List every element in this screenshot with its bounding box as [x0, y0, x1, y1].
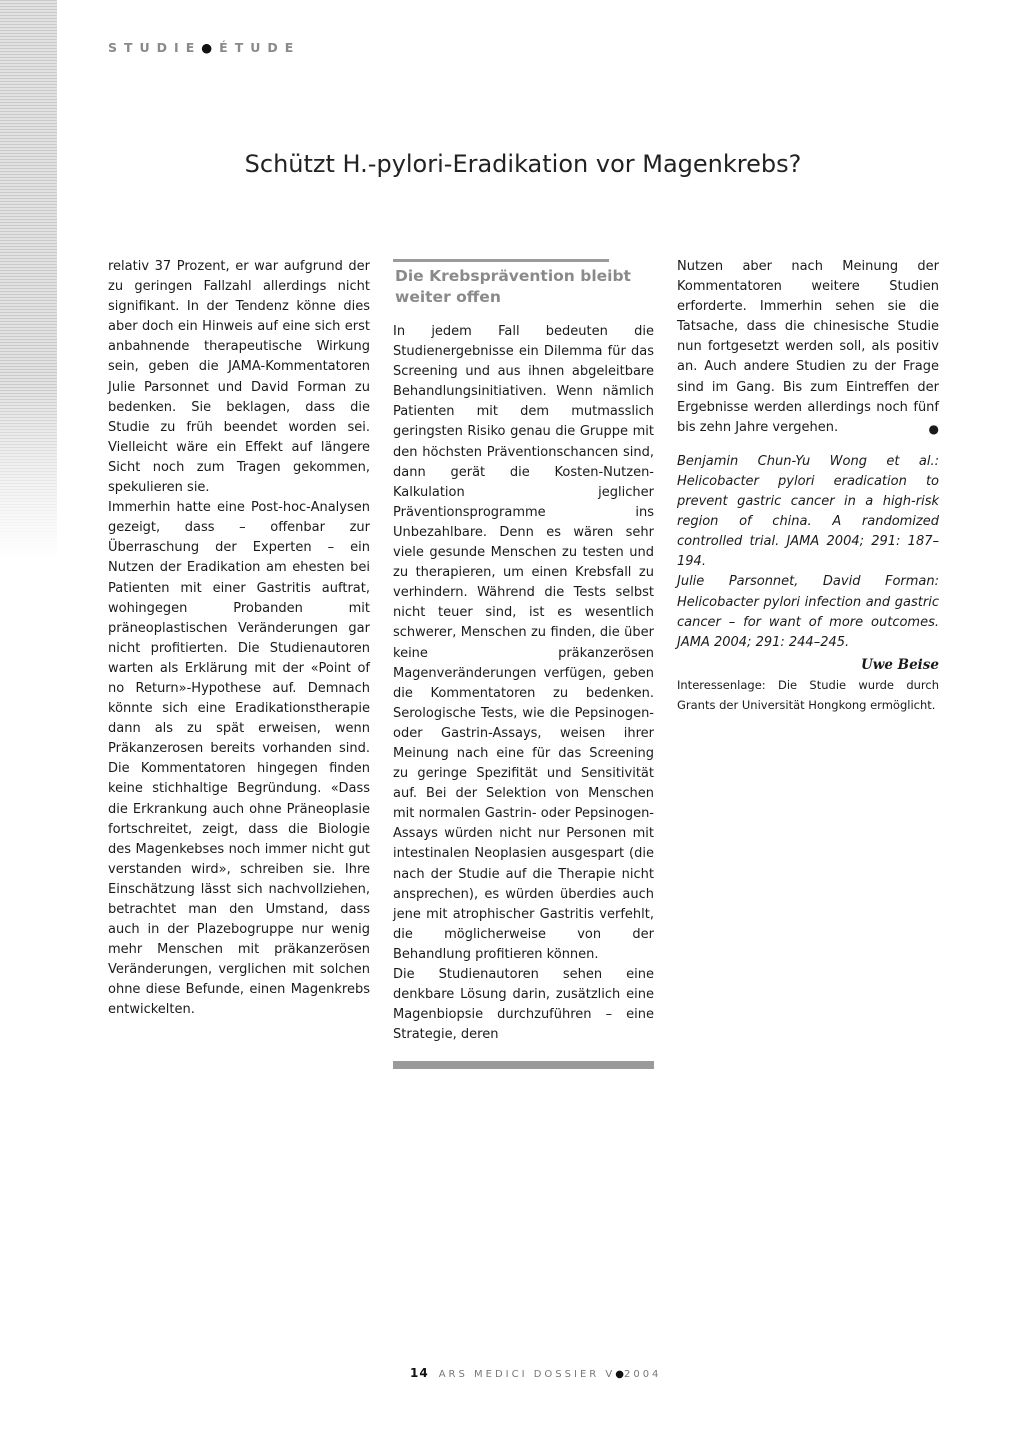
subheading-rule [393, 259, 609, 262]
col2-paragraph-2: Die Studienautoren sehen eine denkbare Lösung darin, zusätzlich eine Magenbiopsie durchzuführen – eine Strategie, deren [393, 967, 654, 1043]
page-footer [410, 1366, 661, 1380]
column-end-bar [393, 1061, 654, 1069]
reference-1: Benjamin Chun-Yu Wong et al.: Helicobacter pylori eradication to prevent gastric cancer in a high-risk region of china. A randomized controlled trial. JAMA 2004; 291: 187–194. [677, 453, 939, 570]
subheading: Die Krebsprävention bleibt weiter offen [395, 267, 631, 306]
footer-year: 2004 [623, 1369, 662, 1380]
author-name: Uwe Beise [860, 656, 939, 673]
section-separator-icon: ● [201, 40, 220, 55]
footer-separator-icon: ● [615, 1369, 624, 1380]
column-1 [108, 257, 370, 1021]
col3-paragraph-text: Nutzen aber nach Meinung der Kommentatoren weitere Studien erforderte. Immerhin sehen sie die Tatsache, dass die chinesische Studie nun fortgesetzt werden soll, als positiv an. Auch andere Studien zu der Frage sind im Gang. Bis zum Eintreffen der Ergebnisse werden allerdings noch fünf bis zehn Jahre vergehen. [677, 259, 939, 435]
end-mark-icon: ● [928, 421, 939, 436]
col3-paragraph [677, 257, 939, 438]
conflict-of-interest-note: Interessenlage: Die Studie wurde durch Grants der Universität Hongkong ermöglicht. [677, 677, 939, 712]
footer-journal: ARS MEDICI DOSSIER V [438, 1369, 616, 1380]
section-label [108, 40, 300, 55]
col1-paragraph-1: relativ 37 Prozent, er war aufgrund der zu geringen Fallzahl allerdings nicht signifikant. In der Tendenz könne dies aber doch ein Hinweis auf eine sich erst anbahnende therapeutische Wirkung sein, geben die JAMA-Kommentatoren Julie Parsonnet und David Forman zu bedenken. Sie beklagen, dass die Studie zu früh beendet worden sei. Vielleicht wäre ein Effekt auf längere Sicht noch zum Tragen gekommen, spekulieren sie. [108, 259, 370, 496]
section-label-left: STUDIE [108, 40, 202, 55]
col1-paragraph-2: Immerhin hatte eine Post-hoc-Analysen gezeigt, dass – offenbar zur Überraschung der Experten – ein Nutzen der Eradikation am ehesten bei Patienten mit einer Gastritis auftrat, wohingegen Probanden mit präneoplastischen Veränderungen gar nicht profitierten. Die Studienautoren warten als Erklärung mit der «Point of no Return»-Hypothese auf. Demnach könnte sich eine Eradikationstherapie dann als zu spät erweisen, wenn Präkanzerosen bereits vorhanden sind. Die Kommentatoren hingegen finden keine stichhaltige Begründung. «Dass die Erkrankung auch ohne Präneoplasie fortschreitet, zeigt, dass die Biologie des Magenkebses noch immer nicht gut verstanden wird», schreiben sie. Ihre Einschätzung lässt sich nachvollziehen, betrachtet man den Umstand, dass auch in der Plazebogruppe nur wenig mehr Menschen mit präkanzerösen Veränderungen, verglichen mit solchen ohne diese Befunde, einen Magenkrebs entwickelten. [108, 500, 370, 1018]
column-3 [677, 257, 939, 715]
col2-paragraph-1: In jedem Fall bedeuten die Studienergebnisse ein Dilemma für das Screening und aus ihnen abgeleitbare Behandlungsinitiativen. Wenn nämlich Patienten mit dem mutmasslich geringsten Risiko genau die Gruppe mit den höchsten Präventionschancen sind, dann gerät die Kosten-Nutzen-Kalkulation jeglicher Präventionsprogramme ins Unbezahlbare. Denn es wären sehr viele gesunde Menschen zu testen und zu therapieren, um einen Krebsfall zu verhindern. Während die Tests selbst nicht teuer sind, ist es wesentlich schwerer, Menschen zu finden, die über keine präkanzerösen Magenveränderungen verfügen, geben die Kommentatoren zu bedenken. Serologische Tests, wie die Pepsinogen- oder Gastrin-Assays, weisen ihrer Meinung nach eine für das Screening zu geringe Spezifität und Sensitivität auf. Bei der Selektion von Menschen mit normalen Gastrin- oder Pepsinogen-Assays würden nicht nur Personen mit intestinalen Neoplasien ausgespart (die nach der Studie auf die Therapie nicht ansprechen), es würden überdies auch jene mit atrophischer Gastritis verfehlt, die möglicherweise von der Behandlung profitieren können. [393, 324, 654, 962]
page-number: 14 [410, 1366, 429, 1380]
references [677, 452, 939, 653]
page-title: Schützt H.-pylori-Eradikation vor Magenkrebs? [244, 150, 802, 178]
side-stripe-fade [0, 380, 57, 560]
section-label-right: ÉTUDE [219, 40, 301, 55]
reference-2: Julie Parsonnet, David Forman: Helicobacter pylori infection and gastric cancer – for want of more outcomes. JAMA 2004; 291: 244–245. [677, 574, 939, 650]
column-2 [393, 257, 654, 1069]
